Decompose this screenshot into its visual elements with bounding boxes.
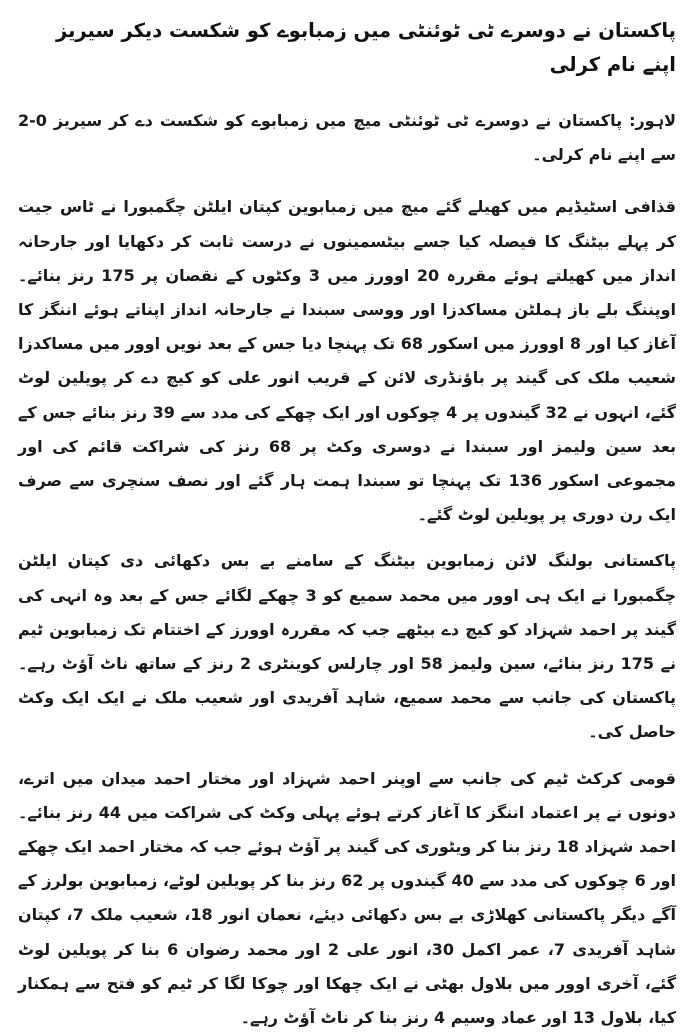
article-paragraph-pakistan-bowling: پاکستانی بولنگ لائن زمبابوین بیٹنگ کے سامنے بے بس دکھائی دی کپتان ایلٹن چگمبورا نے ایک ہی اوور میں محمد سمیع کو 3 چھکے لگائے جس کے بعد وہ انہی کی گیند پر احمد شہزاد کو کیچ دے بیٹھے جب کہ مقررہ اوورز کے اختتام تک زمبابوین ٹیم نے 175 رنز بنائے، سین ولیمز 58 اور چارلس کوینٹری 2 رنز کے ساتھ ناٹ آؤٹ رہے۔ پاکستان کی جانب سے محمد سمیع، شاہد آفریدی اور شعیب ملک نے ایک ایک وکٹ حاصل کی۔ — [18, 551, 677, 742]
article-paragraph-toss-and-batting: قذافی اسٹیڈیم میں کھیلے گئے میچ میں زمبابوین کپتان ایلٹن چگمبورا نے ٹاس جیت کر پہلے بیٹنگ کا فیصلہ کیا جسے بیٹسمینوں نے درست ثابت کر دکھایا اور جارحانہ انداز میں کھیلتے ہوئے مقررہ 20 اوورز میں 3 وکٹوں کے نقصان پر 175 رنز بنائے۔ اوپننگ بلے باز ہملٹن مساکدزا اور ووسی سبندا نے جارحانہ انداز اپناتے ہوئے اننگز کا آغاز کیا اور 8 اوورز میں اسکور 68 تک پہنچا دیا جس کے بعد نویں اوور میں مساکدزا شعیب ملک کی گیند پر باؤنڈری لائن کے قریب انور علی کو کیچ دے کر پویلین لوٹ گئے، انہوں نے 32 گیندوں پر 4 چوکوں اور ایک چھکے کی مدد سے 39 رنز بنائے جس کے بعد سین ولیمز اور سبندا نے دوسری وکٹ پر 68 رنز کی شراکت قائم کی اور مجموعی اسکور 136 تک پہنچا تو سبندا ہمت ہار گئے اور نصف سنچری سے صرف ایک رن دوری پر پویلین لوٹ گئے۔ — [18, 197, 677, 525]
article-headline: پاکستان نے دوسرے ٹی ٹوئنٹی میں زمبابوے کو شکست دیکر سیریز اپنے نام کرلی — [55, 19, 676, 76]
article-paragraph-pakistan-chase: قومی کرکٹ ٹیم کی جانب سے اوپنر احمد شہزاد اور مختار احمد میدان میں اترے، دونوں نے پر اعتماد اننگز کا آغاز کرتے ہوئے پہلی وکٹ کی شراکت میں 44 رنز بنائے۔ احمد شہزاد 18 رنز بنا کر ویٹوری کی گیند پر آؤٹ ہوئے جب کہ مختار احمد ایک چھکے اور 6 چوکوں کی مدد سے 40 گیندوں پر 62 رنز بنا کر پویلین لوٹے، زمبابوین بولرز کے آگے دیگر پاکستانی کھلاڑی بے بس دکھائی دیئے، نعمان انور 18، شعیب ملک 7، کپتان شاہد آفریدی 7، عمر اکمل 30، انور علی 2 اور محمد رضوان 6 بنا کر پویلین لوٹ گئے، آخری اوور میں بلاول بھٹی نے ایک چھکا اور چوکا لگا کر ٹیم کو فتح سے ہمکنار کیا، بلاول 13 اور عماد وسیم 4 رنز بنا کر ناٹ آؤٹ رہے۔ — [18, 768, 677, 1028]
article-dateline-paragraph: لاہور: پاکستان نے دوسرے ٹی ٹوئنٹی میچ میں زمبابوے کو شکست دے کر سیریز 0-2 سے اپنے نام کرلی۔ — [18, 111, 676, 165]
